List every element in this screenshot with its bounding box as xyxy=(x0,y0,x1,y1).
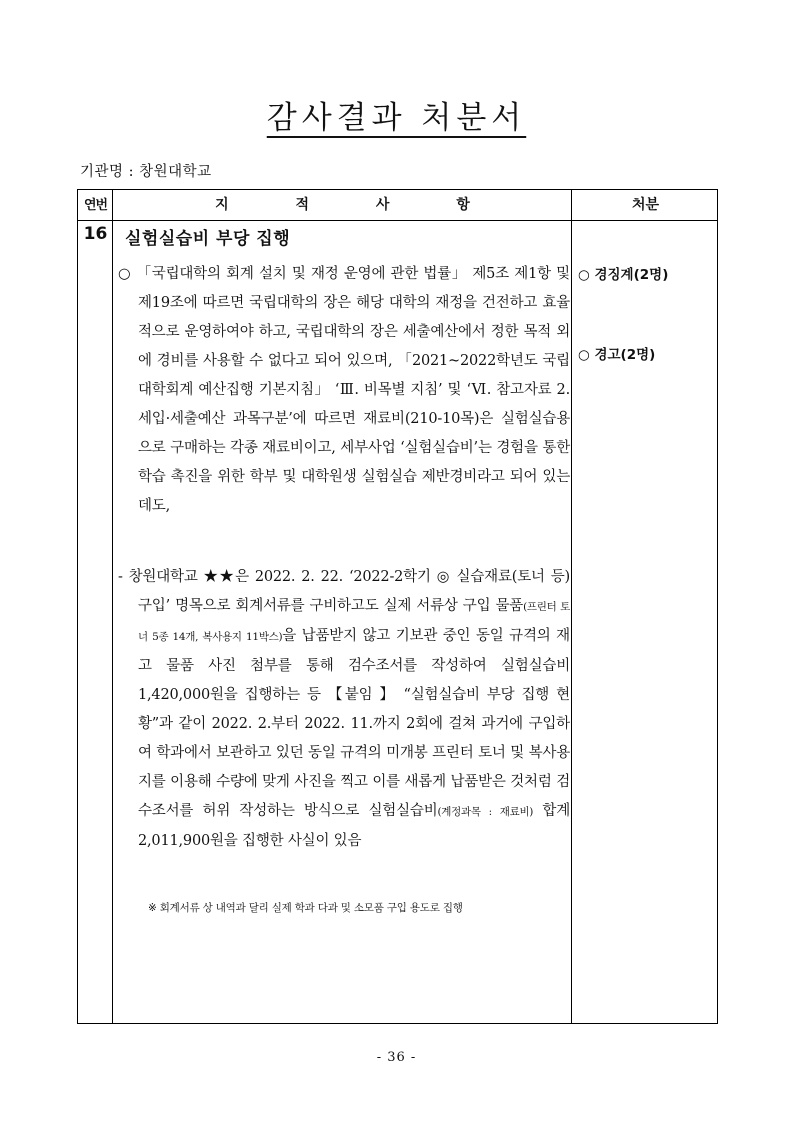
header-no: 연번 xyxy=(83,198,108,213)
action-item-2: ○ 경고(2명) xyxy=(578,347,656,363)
header-action: 처분 xyxy=(631,197,660,213)
action-item-1: ○ 경징계(2명) xyxy=(578,267,669,283)
finding-note: ※ 회계서류 상 내역과 달리 실제 학과 다과 및 소모품 구입 용도로 집행 xyxy=(148,902,463,914)
organization-line: 기관명 : 창원대학교 xyxy=(80,164,212,180)
audit-table xyxy=(77,189,718,1024)
para2-small-1: (프린터 토너 5종 14개, 복사용지 11박스) xyxy=(138,601,570,643)
finding-paragraph-2 xyxy=(118,563,570,856)
page-number: - 36 - xyxy=(376,1050,417,1065)
para2-part-a: - 창원대학교 ★★은 2022. 2. 22. ‘2022-2학기 ◎ 실습재료(토너 등) 구입’ 명목으로 회계서류를 구비하고도 실제 서류상 구입 물품 xyxy=(118,569,570,614)
para2-small-2: (계정과목 : 재료비) xyxy=(437,806,534,818)
para2-part-b: 을 납품받지 않고 기보관 중인 동일 규격의 재고 물품 사진 첨부를 통해 검수조서를 작성하여 실험실습비 1,420,000원을 집행하는 등 【붙임 】 “실험실습비 부당 집행 현황”과 같이 2022. 2.부터 2022. 11.까지 2회에 걸쳐 과거에 구입하여 학과에서 보관하고 있던 동일 규격의 미개봉 프린터 토너 및 복사용지를 이용해 수량에 맞게 사진을 찍고 이를 새롭게 납품받은 것처럼 검수조서를 허위 작성하는 방식으로 실험실습비 xyxy=(138,628,570,819)
header-item: 지 적 사 항 xyxy=(215,197,470,213)
finding-paragraph-1: ○ 「국립대학의 회계 설치 및 재정 운영에 관한 법률」 제5조 제1항 및 제19조에 따르면 국립대학의 장은 해당 대학의 재정을 건전하고 효율적으로 운영하여야 하고, 국립대학의 장은 세출예산에서 정한 목적 외에 경비를 사용할 수 없다고 되어 있으며, 「2021~2022학년도 국립대학회계 예산집행 기본지침」 ‘Ⅲ. 비목별 지침’ 및 ‘Ⅵ. 참고자료 2. 세입·세출예산 과목구분’에 따르면 재료비(210-10목)은 실험실습용으로 구매하는 각종 재료비이고, 세부사업 ‘실험실습비’는 경험을 통한 학습 촉진을 위한 학부 및 대학원생 실험실습 제반경비라고 되어 있는데도, xyxy=(118,266,570,514)
row-number: 16 xyxy=(83,224,108,244)
page-title: 감사결과 처분서 xyxy=(266,100,527,136)
column-divider xyxy=(112,190,113,1023)
column-divider xyxy=(571,190,572,1023)
finding-heading: 실험실습비 부당 집행 xyxy=(125,229,291,249)
para2-part-c: 합계 2,011,900원을 집행한 사실이 있음 xyxy=(138,803,571,849)
